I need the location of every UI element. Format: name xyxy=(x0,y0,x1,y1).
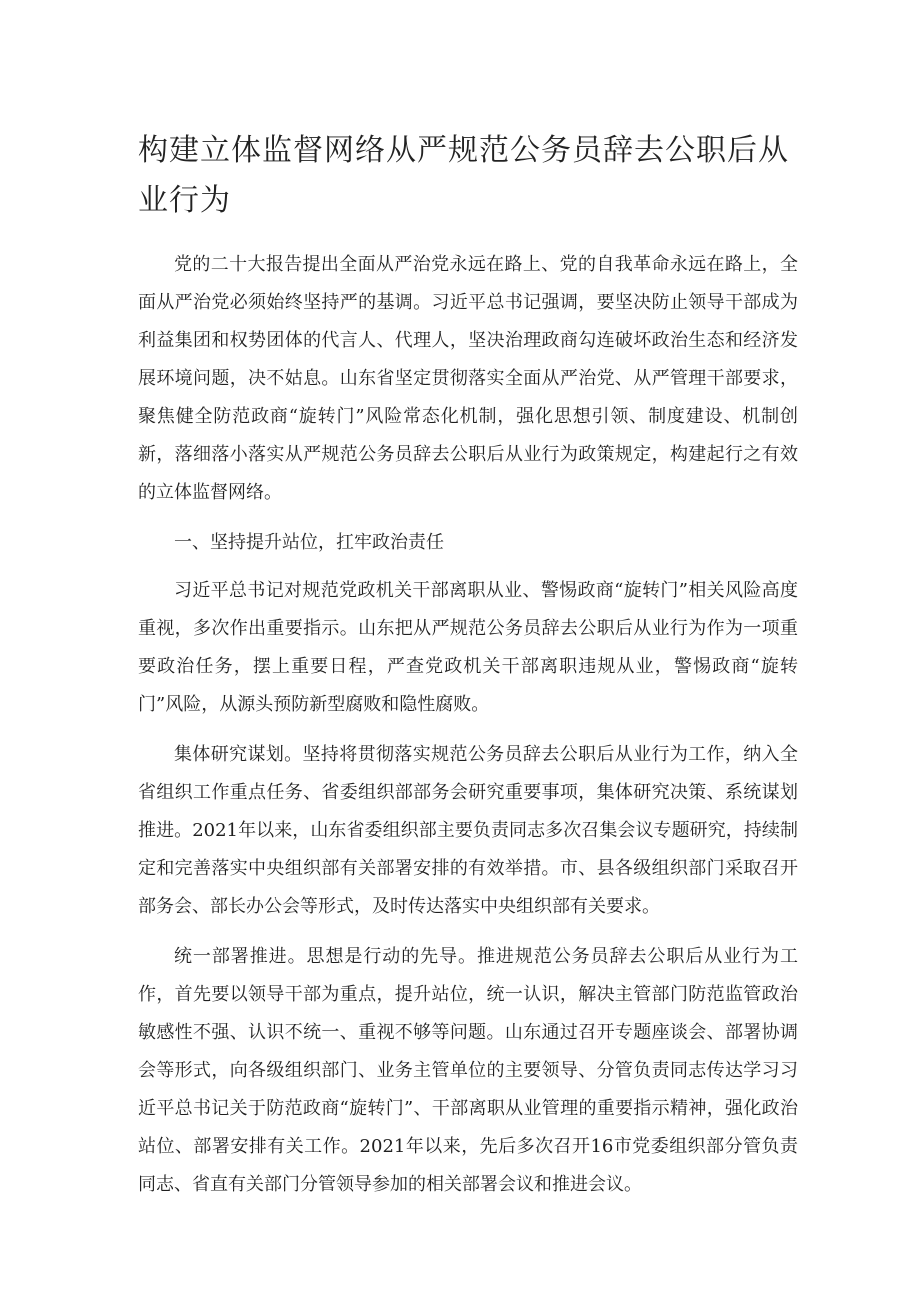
paragraph-collective-research: 集体研究谋划。坚持将贯彻落实规范公务员辞去公职后从业行为工作，纳入全省组织工作重点任务、省委组织部部务会研究重要事项，集体研究决策、系统谋划推进。2021年以来，山东省委组织部主要负责同志多次召集会议专题研究，持续制定和完善落实中央组织部有关部署安排的有效举措。市、县各级组织部门采取召开部务会、部长办公会等形式，及时传达落实中央组织部有关要求。 xyxy=(138,744,798,917)
section-heading-1: 一、坚持提升站位，扛牢政治责任 xyxy=(174,532,444,553)
document-title: 构建立体监督网络从严规范公务员辞去公职后从业行为 xyxy=(138,133,789,218)
paragraph-intro: 党的二十大报告提出全面从严治党永远在路上、党的自我革命永远在路上，全面从严治党必须始终坚持严的基调。习近平总书记强调，要坚决防止领导干部成为利益集团和权势团体的代言人、代理人，坚决治理政商勾连破坏政治生态和经济发展环境问题，决不姑息。山东省坚定贯彻落实全面从严治党、从严管理干部要求，聚焦健全防范政商“旋转门”风险常态化机制，强化思想引领、制度建设、机制创新，落细落小落实从严规范公务员辞去公职后从业行为政策规定，构建起行之有效的立体监督网络。 xyxy=(138,254,798,503)
document-body xyxy=(138,246,798,1216)
paragraph-section-1: 习近平总书记对规范党政机关干部离职从业、警惕政商“旋转门”相关风险高度重视，多次作出重要指示。山东把从严规范公务员辞去公职后从业行为作为一项重要政治任务，摆上重要日程，严查党政机关干部离职违规从业，警惕政商“旋转门”风险，从源头预防新型腐败和隐性腐败。 xyxy=(138,580,798,715)
paragraph-unified-deployment: 统一部署推进。思想是行动的先导。推进规范公务员辞去公职后从业行为工作，首先要以领导干部为重点，提升站位，统一认识，解决主管部门防范监管政治敏感性不强、认识不统一、重视不够等问题。山东通过召开专题座谈会、部署协调会等形式，向各级组织部门、业务主管单位的主要领导、分管负责同志传达学习习近平总书记关于防范政商“旋转门”、干部离职从业管理的重要指示精神，强化政治站位、部署安排有关工作。2021年以来，先后多次召开16市党委组织部分管负责同志、省直有关部门分管领导参加的相关部署会议和推进会议。 xyxy=(138,946,798,1195)
